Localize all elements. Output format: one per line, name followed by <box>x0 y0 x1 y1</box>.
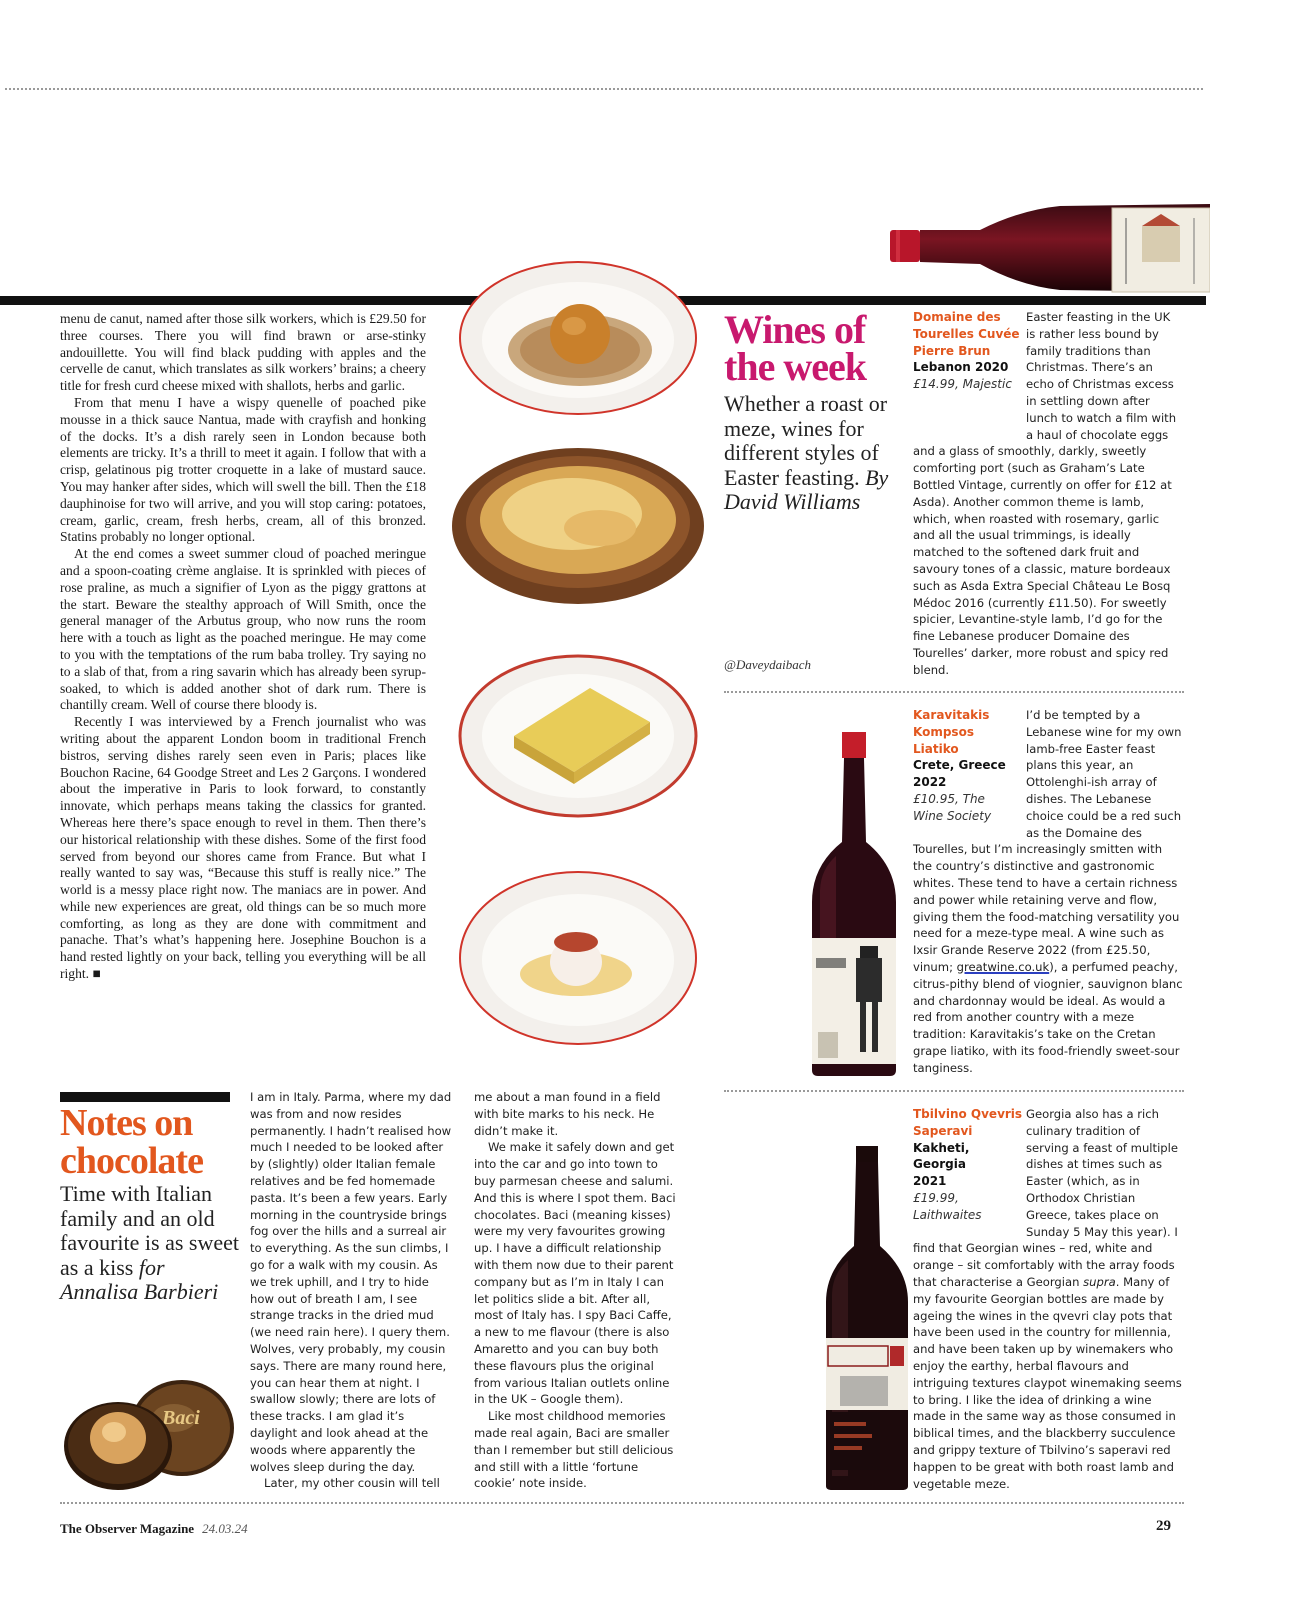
top-rule <box>5 88 1203 90</box>
wine-2-text <box>913 707 1183 1077</box>
author-twitter-handle: @Daveydaibach <box>724 657 812 672</box>
wine-2-region: 2022 <box>913 775 947 790</box>
footer-magazine-name: The Observer Magazine <box>60 1521 195 1536</box>
footer <box>60 1520 248 1538</box>
baci-chocolates-image <box>56 1372 236 1492</box>
chocolate-column-1 <box>250 1089 453 1492</box>
wines-standfirst <box>724 392 904 515</box>
main-paragraph: menu de canut, named after those silk workers, which is £29.50 for three courses. There you will find brawn or arse-stinky andouillette. You will find black pudding with apples and the cervelle de canut, which translates as silk workers’ brains; a cheery title for fresh curd cheese mixed with shallots, herbs and garlic. <box>60 311 426 394</box>
bottom-rule <box>60 1502 1184 1504</box>
wine-2-name: Karavitakis <box>913 708 990 722</box>
wine-2-text-body: I’d be tempted by a Lebanese wine for my own lamb-free Easter feast plans this year, an Ottolenghi-ish array of dishes. The Lebanese choice could be a red such as the Domaine des Tourelles, but I’m increasingly smitten with the country’s distinctive and gastronomic whites. These tend to have a certain richness and power while retaining verve and flow, giving them the food-matching versatility you need for a meze-type meal. A wine such as Ixsir Grande Reserve 2022 (from £25.50, vinum; <box>913 708 1182 974</box>
wine-bottle-kompsos-image <box>806 732 902 1076</box>
wine-1-name: Tourelles Cuvée <box>913 326 1020 341</box>
wine-2-text-body: ), a perfumed peachy, citrus-pithy blend of viognier, sauvignon blanc and chardonnay would be ideal. As would a red from another country with a meze tradition: Karavitakis’s take on the Cretan grape liatiko, with its food-friendly sweet-sour tanginess. <box>913 959 1183 1075</box>
wines-standfirst-text: Whether a roast or meze, wines for different styles of Easter feasting. <box>724 391 888 490</box>
chocolate-byline-for: for <box>138 1254 165 1280</box>
wine-1-name: Pierre Brun <box>913 343 991 358</box>
wines-headline <box>724 307 904 389</box>
chocolate-paragraph: Like most childhood memories made real again, Baci are smaller than I remember but still delicious and still with a little ‘fortune cookie’ note inside. <box>474 1409 674 1491</box>
wine-bottle-lying-image <box>890 196 1210 300</box>
wine-bottle-qvevris-image <box>820 1146 914 1490</box>
chocolate-column-2 <box>474 1089 680 1492</box>
footer-date: 24.03.24 <box>202 1521 248 1536</box>
page-number: 29 <box>1156 1518 1171 1534</box>
main-article-column <box>60 311 426 983</box>
wines-headline-line: the week <box>724 344 866 389</box>
food-plates-image <box>440 258 710 1088</box>
chocolate-byline: Annalisa Barbieri <box>60 1279 219 1304</box>
wine-2-price: Wine Society <box>913 808 992 823</box>
chocolate-headline-line: chocolate <box>60 1140 203 1182</box>
chocolate-standfirst <box>60 1182 240 1305</box>
wine-1-text-body: Easter feasting in the UK is rather less bound by family traditions than Christmas. There’s an echo of Christmas excess in settling down after lunch to watch a film with a haul of chocolate eggs and a glass of smoothly, darkly, sweetly comforting port (such as Graham’s Late Bottled Vintage, currently on offer for £12 at Asda). Another common theme is lamb, which, when roasted with rosemary, garlic and all the usual trimmings, is ideally matched to the softened dark fruit and savoury tones of a classic, mature bordeaux such as Asda Extra Special Château Le Bosq Médoc 2016 (currently £11.50). For sweetly spicier, Levantine-style lamb, I’d go for the fine Lebanese producer Domaine des Tourelles’ darker, more robust and spicy red blend. <box>913 310 1177 677</box>
wine-2-name: Kompsos Liatiko <box>913 724 974 756</box>
wine-3-text-emphasis: supra <box>1083 1274 1116 1289</box>
chocolate-standfirst-text: Time with Italian family and an old favourite is as sweet as a kiss <box>60 1181 239 1280</box>
wine-3-region: 2021 <box>913 1174 947 1189</box>
wine-1-region: Lebanon 2020 <box>913 360 1009 375</box>
wine-1-text <box>913 309 1183 679</box>
chocolate-paragraph: Later, my other cousin will tell <box>264 1476 440 1491</box>
main-paragraph: Recently I was interviewed by a French journalist who was writing about the apparent London boom in traditional French bistros, serving dishes rarely seen even in Paris; places like Bouchon Racine, 64 Goodge Street and Les 2 Garçons. I wondered about the imperative in Paris to look forward, to constantly innovate, which perhaps means taking the classics for granted. Whereas here there’s space enough to revel in them. Then there’s our historical relationship with these dishes. Some of the first food served from beyond our shores came from France. But what I really wanted to say was, “Because this stuff is really nice.” The world is a messy place right now. The maniacs are in power. And while new experiences are great, old things can be so much more comforting, as long as they are done with commitment and panache. That’s what’s happening here. Josephine Bouchon is a hand rested lightly on your back, telling you everything will be all right. ■ <box>60 714 426 982</box>
chocolate-paragraph: I am in Italy. Parma, where my dad was from and now resides permanently. I hadn’t realised how much I needed to be looked after by (slightly) older Italian female relatives and be fed homemade pasta. It’s been a few years. Early morning in the countryside brings fog over the hills and a surreal air to everything. As the sun climbs, I go for a walk with my cousin. As we trek uphill, and I try to hide how out of breath I am, I see strange tracks in the dried mud (we need rain here). I query them. Wolves, very probably, my cousin says. There are many round here, you can hear them at night. I swallow slowly; there are lots of these tracks. I am glad it’s daylight and look ahead at the woods where apparently the wolves sleep during the day. <box>250 1090 452 1474</box>
wines-byline: By David Williams <box>724 464 889 514</box>
chocolate-headline <box>60 1104 240 1180</box>
wine-2-price: £10.95, The <box>913 791 985 806</box>
wine-3-name: Tbilvino Qvevris <box>913 1107 1023 1121</box>
wine-3-region: Kakheti, Georgia <box>913 1140 970 1172</box>
wine-divider-2 <box>724 1090 1184 1092</box>
chocolate-paragraph: We make it safely down and get into the car and go into town to buy parmesan cheese and salumi. And this is where I spot them. Baci chocolates. Baci (meaning kisses) were my very favourites growing up. I have a difficult relationship with them now due to their parent company but as I’m in Italy I can let politics slide a bit. After all, most of Italy has. I spy Baci Caffe, a new to me flavour (there is also Amaretto and you can buy both these flavours plus the original from various Italian outlets online in the UK – Google them). <box>474 1140 676 1407</box>
wine-3-price: £19.99, <box>913 1190 959 1205</box>
main-paragraph: At the end comes a sweet summer cloud of poached meringue and a spoon-coating crème anglaise. It is sprinkled with pieces of rose praline, as much a signifier of Lyon as the piggy grattons at the start. Beware the stealthy approach of Will Smith, once the general manager of the Arbutus group, who now runs the room here with a touch as light as the poached meringue. He may come to you with the temptations of the rum baba trolley. Try saying no to a slab of that, from a ring savarin which has already been syrup-soaked, to which is added another shot of dark rum. There is chantilly cream. Well of course there bloody is. <box>60 546 426 713</box>
wine-3-text <box>913 1106 1183 1492</box>
main-paragraph: From that menu I have a wispy quenelle of poached pike mousse in a thick sauce Nantua, made with crayfish and honking of the docks. It’s a dish rarely seen in London because both elements are tricky. It’s a thrill to meet it again. I follow that with a crisp, gelatinous pig trotter croquette in a lake of mustard sauce. You may hanker after sides, which will swell the bill. Then the £18 dauphinoise for two will arrive, and you will stop caring: potatoes, cream, garlic, cream, fresh herbs, cream, all of this bronzed. Statins probably no longer optional. <box>60 394 426 545</box>
wine-divider-1 <box>724 691 1184 693</box>
chocolate-section-bar <box>60 1092 230 1102</box>
wine-3-price: Laithwaites <box>913 1207 982 1222</box>
wine-2-region: Crete, Greece <box>913 758 1006 773</box>
chocolate-paragraph: me about a man found in a field with bite marks to his neck. He didn’t make it. <box>474 1090 661 1138</box>
wine-1-price: £14.99, Majestic <box>913 377 1012 392</box>
wines-headline-line: Wines of <box>724 307 866 352</box>
wine-3-text-body: . Many of my favourite Georgian bottles are made by ageing the wines in the qvevri clay pots that have been used in the country for millennia, and have been taken up by winemakers who enjoy the earthy, herbal flavours and intriguing textures claypot winemaking seems to bring. I like the idea of drinking a wine made in the same way as those consumed in biblical times, and the blackberry succulence and grippy texture of Tbilvino’s saperavi red happen to be great with both roast lamb and vegetable meze. <box>913 1274 1182 1491</box>
chocolate-headline-line: Notes on <box>60 1102 193 1144</box>
greatwine-link[interactable]: greatwine.co.uk <box>956 959 1050 974</box>
wine-3-text-body: Georgia also has a rich culinary tradition of serving a feast of multiple dishes at times such as Easter (which, as in Orthodox Christian Greece, takes place on Sunday 5 May this year). I find that Georgian wines – red, white and orange – sit comfortably with the array foods that characterise a Georgian <box>913 1107 1178 1289</box>
wine-3-name: Saperavi <box>913 1123 973 1138</box>
wine-1-name: Domaine des <box>913 310 1001 324</box>
baci-logo-text: Baci <box>162 1407 200 1429</box>
